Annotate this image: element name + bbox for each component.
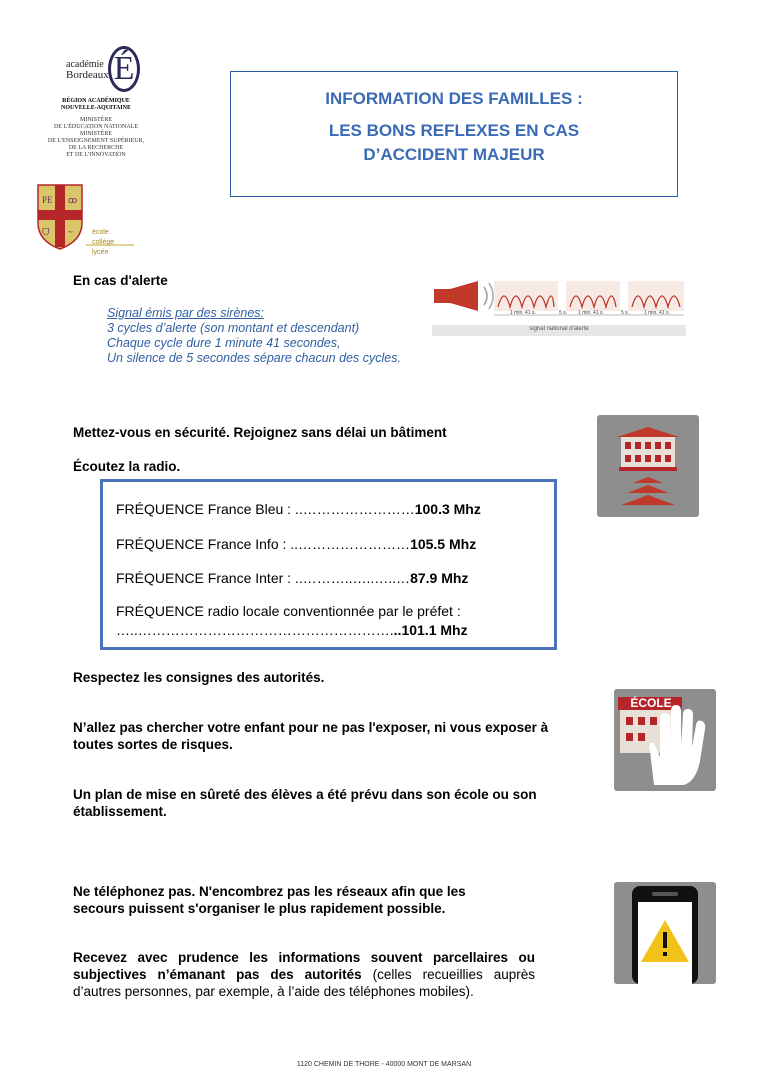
school-crest-logo (36, 183, 136, 263)
signal-label: Signal émis par des sirènes: (107, 306, 265, 320)
instruction-safety-plan: Un plan de mise en sûreté des élèves a été prévu dans son école ou son établissement. (73, 787, 537, 819)
title-line-1: INFORMATION DES FAMILLES : (325, 89, 583, 108)
gap-label: 5 s. (621, 310, 630, 316)
signal-line: Chaque cycle dure 1 minute 41 secondes, (107, 336, 341, 350)
instruction-shelter: Mettez-vous en sécurité. Rejoignez sans délai un bâtiment (73, 425, 447, 440)
region-name: RÉGION ACADÉMIQUE NOUVELLE-AQUITAINE (61, 98, 131, 111)
cycle-label: 1 min. 41 s. (510, 310, 536, 316)
gap-label: 5 s. (559, 310, 568, 316)
academie-logo (40, 46, 150, 161)
svg-text:~: ~ (68, 227, 73, 237)
instruction-no-pickup: N’allez pas chercher votre enfant pour ne pas l'exposer, ni vous exposer à toutes sortes de risques. (73, 720, 549, 752)
svg-text:ᗜ: ᗜ (42, 227, 50, 237)
academie-name: Bordeaux (66, 69, 109, 81)
signal-line: 3 cycles d’alerte (son montant et descendant) (107, 321, 360, 335)
crest-icon (36, 183, 136, 263)
frequency-row: FRÉQUENCE radio locale conventionnée par le préfet : (116, 603, 461, 619)
siren-caption: signal national d'alerte (529, 326, 589, 332)
instruction-no-phone: Ne téléphonez pas. N'encombrez pas les réseaux afin que les secours puissent s'organiser le plus rapidement possible. (73, 884, 466, 916)
svg-text:ꝏ: ꝏ (68, 195, 78, 205)
radio-frequencies-box (100, 479, 557, 650)
instruction-prudence (73, 949, 535, 1000)
prudence-bold: Recevez avec prudence les informations souvent parcellaires ou subjectives n’émanant pas des autorités (73, 950, 535, 982)
academie-word: académie (66, 59, 104, 70)
svg-text:PE: PE (42, 195, 53, 205)
school-levels: école collège lycée (92, 229, 115, 256)
frequency-row: FRÉQUENCE France Info : ..……………………105.5 Mhz (116, 536, 477, 552)
school-sign-label: ÉCOLE (630, 696, 672, 710)
academie-letter: É (108, 46, 140, 92)
title-box (230, 71, 678, 197)
frequency-row: FRÉQUENCE France Inter : ..………..…..…..…87.9 Mhz (116, 570, 469, 586)
cycle-label: 1 min. 41 s. (578, 310, 604, 316)
signal-line: Un silence de 5 secondes sépare chacun des cycles. (107, 351, 401, 365)
title-line-2: LES BONS REFLEXES EN CAS D’ACCIDENT MAJEUR (328, 121, 580, 164)
instruction-radio: Écoutez la radio. (73, 459, 181, 474)
phone-warning-icon (614, 882, 716, 984)
frequency-row: …..………………………………………………...101.1 Mhz (116, 622, 468, 638)
shelter-building-icon (597, 415, 699, 517)
school-stop-hand-icon (614, 689, 716, 791)
instruction-respect: Respectez les consignes des autorités. (73, 670, 325, 685)
footer-address: 1120 CHEMIN DE THORE - 40000 MONT DE MARSAN (296, 1061, 472, 1068)
alert-heading: En cas d'alerte (73, 273, 168, 288)
cycle-label: 1 min. 41 s. (644, 310, 670, 316)
ministry-names: MINISTÈRE DE L'ÉDUCATION NATIONALE MINISTÈRE DE L'ENSEIGNEMENT SUPÉRIEUR, DE LA RECHERCHE ET DE L'INNOVATION (47, 117, 145, 158)
frequency-row: FRÉQUENCE France Bleu : ..……………………100.3 Mhz (116, 501, 481, 517)
signal-description (107, 306, 427, 366)
siren-signal-graphic (432, 277, 686, 337)
prudence-normal: (celles recueillies auprès d’autres personnes, par exemple, à l’aide des téléphones mobiles). (73, 967, 535, 999)
